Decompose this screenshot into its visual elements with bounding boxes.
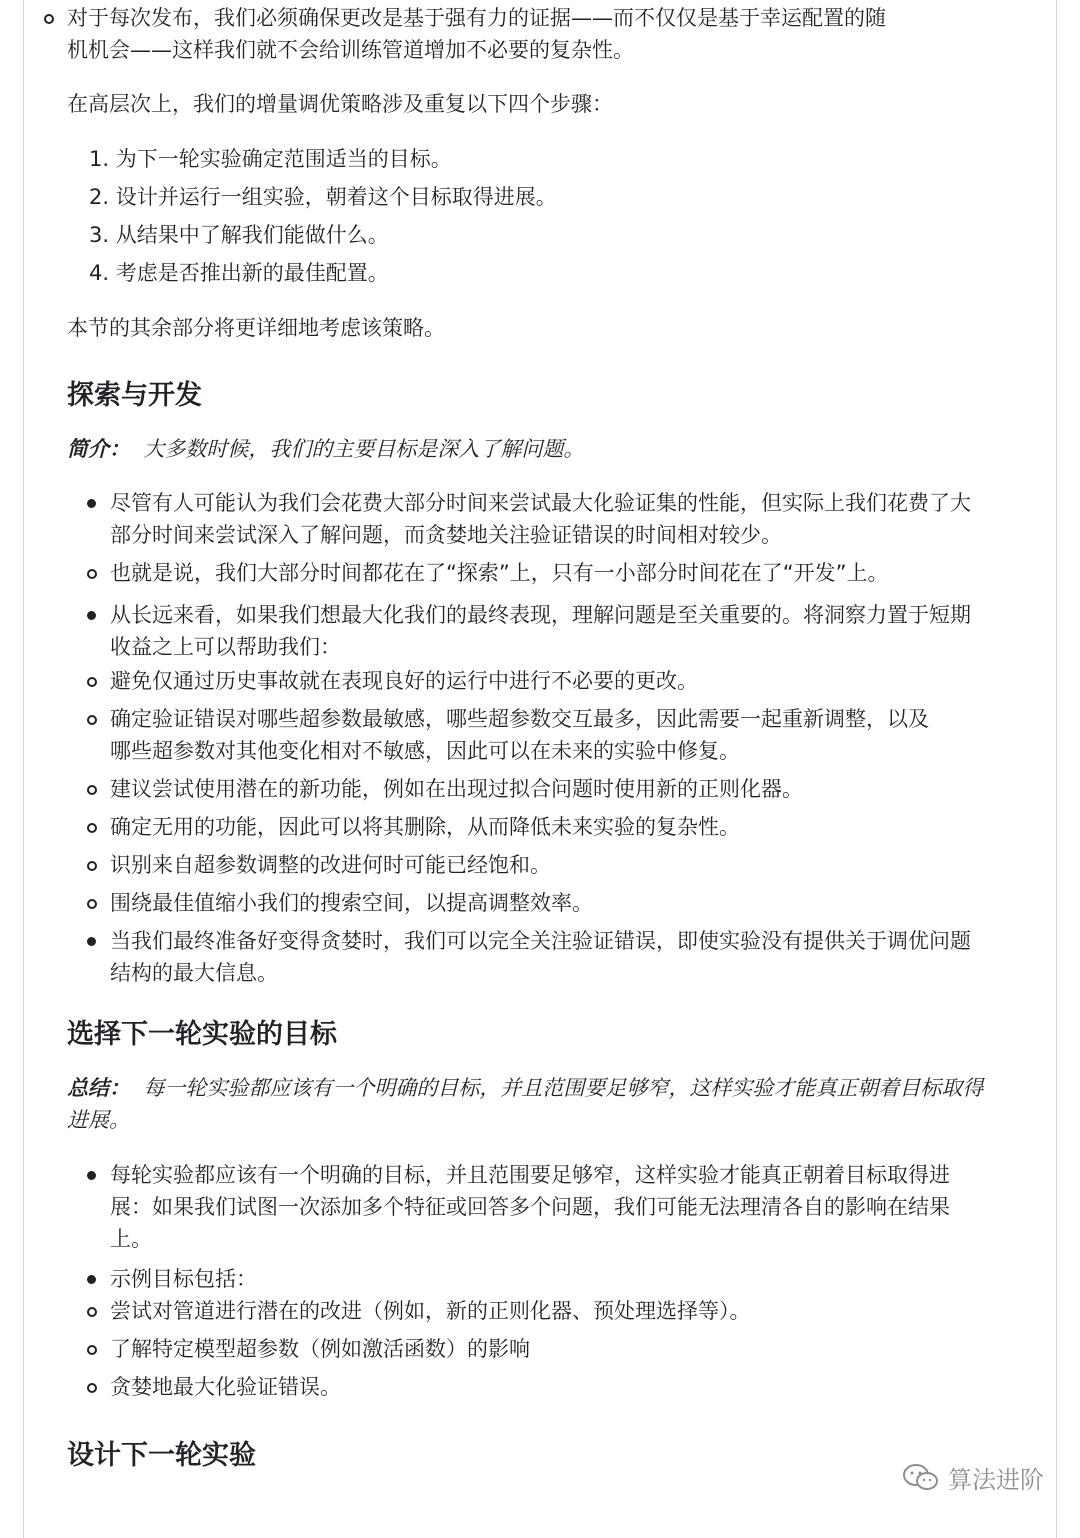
watermark <box>902 1460 1044 1495</box>
list-item <box>67 1263 1017 1409</box>
sub-list-item: 围绕最佳值缩小我们的搜索空间，以提高调整效率。 <box>23 887 1017 925</box>
sub-list-item: 了解特定模型超参数（例如激活函数）的影响 <box>23 1333 1017 1371</box>
step-item: 4. 考虑是否推出新的最佳配置。 <box>89 261 389 285</box>
sub-list <box>110 1295 1017 1409</box>
sub-list <box>110 557 1017 589</box>
list-item-text: 当我们最终准备好变得贪婪时，我们可以完全关注验证错误，即使实验没有提供关于调优问题 <box>110 929 971 953</box>
summary-text: 进展。 <box>67 1108 130 1132</box>
list-item-text: 示例目标包括： <box>110 1267 257 1291</box>
intro-paragraph: 在高层次上，我们的增量调优策略涉及重复以下四个步骤： <box>67 92 613 116</box>
list-item <box>67 925 1017 989</box>
sub-list <box>110 665 1017 925</box>
list-item-text: 部分时间来尝试深入了解问题，而贪婪地关注验证错误的时间相对较少。 <box>110 523 782 547</box>
section-heading-design: 设计下一轮实验 <box>67 1440 256 1471</box>
list-item <box>67 487 1017 599</box>
sub-list-item: 建议尝试使用潜在的新功能，例如在出现过拟合问题时使用新的正则化器。 <box>23 773 1017 811</box>
list-item-text: 确定验证错误对哪些超参数最敏感，哪些超参数交互最多，因此需要一起重新调整，以及 <box>110 707 929 731</box>
step-item: 1. 为下一轮实验确定范围适当的目标。 <box>89 147 452 171</box>
summary-label: 简介： <box>67 437 130 461</box>
list-item <box>67 1159 1017 1263</box>
list-item-text: 收益之上可以帮助我们： <box>110 635 341 659</box>
list-item-text: 上。 <box>110 1227 152 1251</box>
goal-list <box>67 1159 1017 1409</box>
sub-list-item: 贪婪地最大化验证错误。 <box>23 1371 1017 1409</box>
explore-list <box>67 487 1017 989</box>
sub-list-item: 确定无用的功能，因此可以将其删除，从而降低未来实验的复杂性。 <box>23 811 1017 849</box>
rest-paragraph: 本节的其余部分将更详细地考虑该策略。 <box>67 316 445 340</box>
summary-label: 总结： <box>67 1076 130 1100</box>
section-heading-goal: 选择下一轮实验的目标 <box>67 1019 337 1050</box>
section-summary <box>67 1072 1017 1136</box>
step-item: 2. 设计并运行一组实验，朝着这个目标取得进展。 <box>89 185 557 209</box>
sub-list-item: 尝试对管道进行潜在的改进（例如，新的正则化器、预处理选择等）。 <box>23 1295 1017 1333</box>
step-item: 3. 从结果中了解我们能做什么。 <box>89 223 389 247</box>
steps-list <box>67 143 557 295</box>
list-item-text: 展：如果我们试图一次添加多个特征或回答多个问题，我们可能无法理清各自的影响在结果 <box>110 1195 950 1219</box>
sub-list-item: 避免仅通过历史事故就在表现良好的运行中进行不必要的更改。 <box>23 665 1017 703</box>
summary-text: 每一轮实验都应该有一个明确的目标，并且范围要足够窄，这样实验才能真正朝着目标取得 <box>143 1076 984 1100</box>
list-item-text: 结构的最大信息。 <box>110 961 278 985</box>
sub-list-item: 识别来自超参数调整的改进何时可能已经饱和。 <box>23 849 1017 887</box>
list-item-text: 尽管有人可能认为我们会花费大部分时间来尝试最大化验证集的性能，但实际上我们花费了大 <box>110 491 971 515</box>
list-item-text: 机机会——这样我们就不会给训练管道增加不必要的复杂性。 <box>67 38 634 62</box>
list-item-text: 对于每次发布，我们必须确保更改是基于强有力的证据——而不仅仅是基于幸运配置的随 <box>67 6 886 30</box>
section-heading-explore: 探索与开发 <box>67 380 202 411</box>
top-sub-list <box>67 2 1017 66</box>
section-summary <box>67 433 584 465</box>
watermark-text: 算法进阶 <box>948 1466 1044 1494</box>
summary-text: 大多数时候，我们的主要目标是深入了解问题。 <box>143 437 585 461</box>
wechat-icon <box>902 1463 940 1493</box>
sub-list-item: 也就是说，我们大部分时间都花在了“探索”上，只有一小部分时间花在了“开发”上。 <box>23 557 1017 589</box>
list-item-text: 哪些超参数对其他变化相对不敏感，因此可以在未来的实验中修复。 <box>110 739 740 763</box>
list-item-text: 每轮实验都应该有一个明确的目标，并且范围要足够窄，这样实验才能真正朝着目标取得进 <box>110 1163 950 1187</box>
list-item-text: 从长远来看，如果我们想最大化我们的最终表现，理解问题是至关重要的。将洞察力置于短期 <box>110 603 971 627</box>
list-item <box>67 599 1017 925</box>
sub-list-item <box>23 703 1017 773</box>
list-item <box>0 2 1017 66</box>
